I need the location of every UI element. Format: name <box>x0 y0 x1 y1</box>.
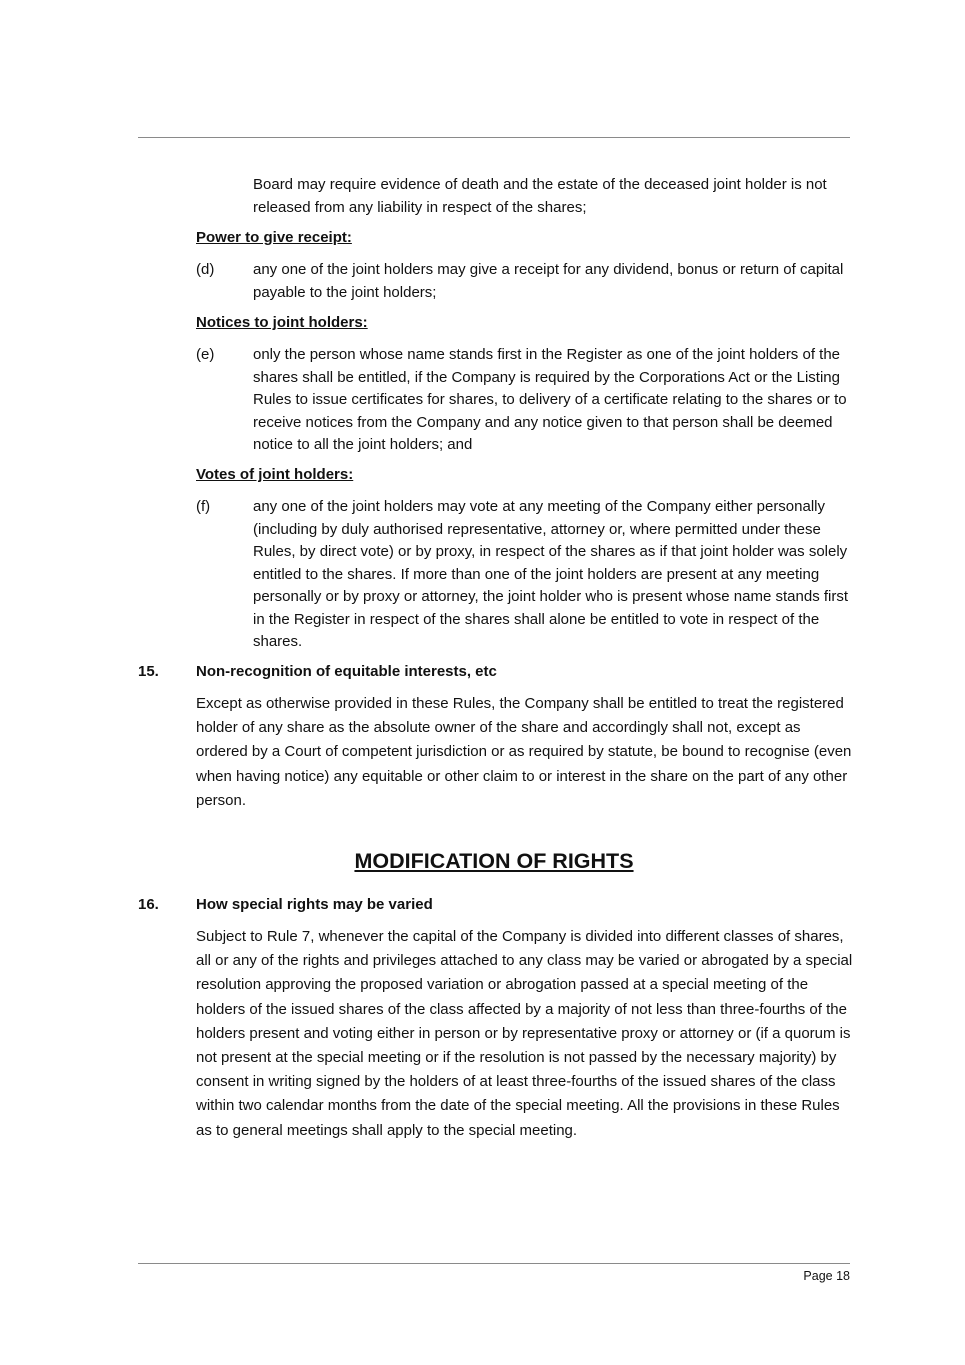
major-heading: MODIFICATION OF RIGHTS <box>354 849 634 873</box>
clause-label-f: (f) <box>196 498 211 515</box>
page-number: Page 18 <box>803 1269 850 1283</box>
clause-text-d: any one of the joint holders may give a receipt for any dividend, bonus or return of capital payable to the joint holders; <box>253 261 844 301</box>
section-text-15: Except as otherwise provided in these Rules, the Company shall be entitled to treat the registered holder of any share as the absolute owner of the share and accordingly shall not, except as ordered by a Court of competent jurisdiction or as required by statute, be bound to recognise (even when having notice) any equitable or other claim to or interest in the share on the part of any other person. <box>196 695 852 809</box>
clause-text-f: any one of the joint holders may vote at any meeting of the Company either personally (including by duly authorised representative, attorney or, where permitted under these Rules, by direct vote) or by proxy, in respect of the shares as if that joint holder was solely entitled to the shares. If more than one of the joint holders are present at any meeting personally or by proxy or attorney, the joint holder who is present whose name stands first in the Register in respect of the shares shall alone be entitled to vote in respect of the shares. <box>253 498 849 650</box>
subheading-notices-to-joint-holders: Notices to joint holders: <box>196 314 368 331</box>
header-rule <box>138 137 850 138</box>
section-text-16: Subject to Rule 7, whenever the capital of the Company is divided into different classes of shares, all or any of the rights and privileges attached to any class may be varied or abrogated by a special resolution approving the proposed variation or abrogation passed at a special meeting of the holders of the issued shares of the class affected by a majority of not less than three-fourths of the holders present and voting either in person or by representative proxy or attorney or (if a quorum is not present at the special meeting or if the resolution is not passed by the necessary majority) by consent in writing signed by the holders of at least three-fourths of the issued shares of the class within two calendar months from the date of the special meeting. All the provisions in these Rules as to general meetings shall apply to the special meeting. <box>196 928 853 1139</box>
section-title-16: How special rights may be varied <box>196 896 433 913</box>
section-number-16: 16. <box>138 896 159 913</box>
subheading-votes-of-joint-holders: Votes of joint holders: <box>196 466 354 483</box>
subheading-power-to-give-receipt: Power to give receipt: <box>196 229 352 246</box>
clause-text-e: only the person whose name stands first in the Register as one of the joint holders of the shares shall be entitled, if the Company is required by the Corporations Act or the Listing Rules to issue certificates for shares, to delivery of a certificate relating to the shares or to receive notices from the Company and any notice given to that person shall be deemed notice to all the joint holders; and <box>253 346 847 453</box>
clause-label-d: (d) <box>196 261 215 278</box>
continuation-paragraph: Board may require evidence of death and the estate of the deceased joint holder is not released from any liability in respect of the shares; <box>253 176 827 216</box>
section-title-15: Non-recognition of equitable interests, etc <box>196 663 497 680</box>
section-number-15: 15. <box>138 663 159 680</box>
footer-rule <box>138 1263 850 1264</box>
clause-label-e: (e) <box>196 346 215 363</box>
